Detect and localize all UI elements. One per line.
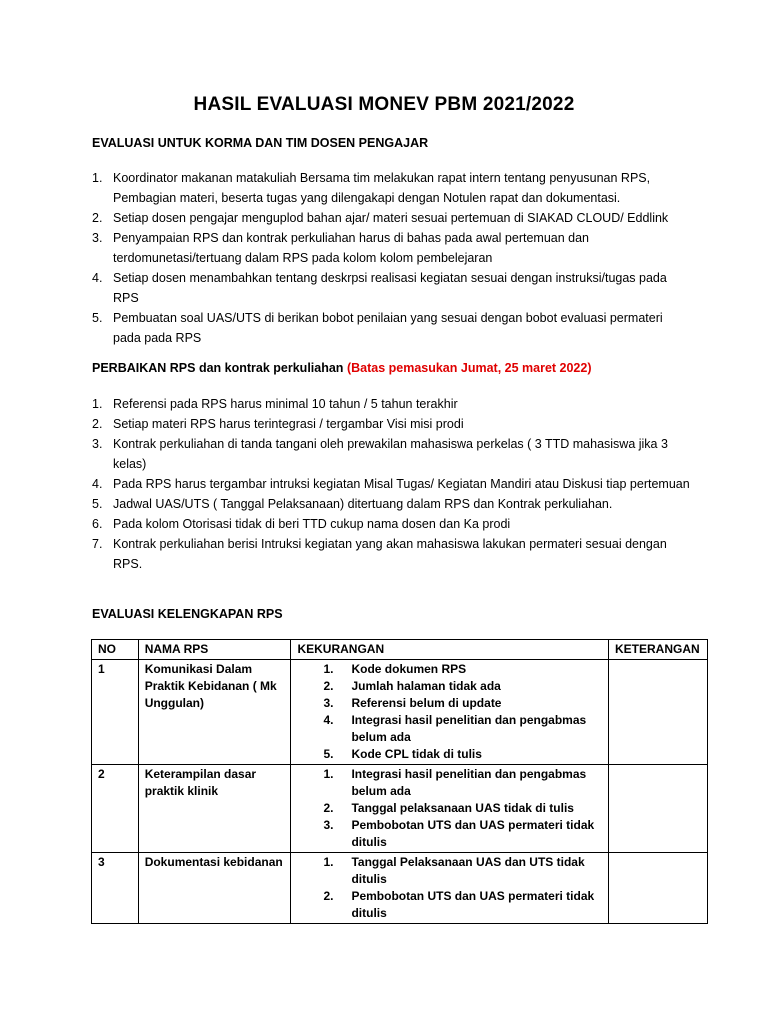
header-keterangan: KETERANGAN (609, 640, 708, 660)
table-row (92, 853, 708, 924)
kelengkapan-rps-table (91, 639, 708, 924)
kekurangan-item-text: Jumlah halaman tidak ada (351, 679, 501, 693)
cell-kekurangan (291, 853, 609, 924)
section-heading-perbaikan-rps (92, 361, 592, 375)
perbaikan-heading-text: PERBAIKAN RPS dan kontrak perkuliahan (92, 361, 344, 375)
kekurangan-item (297, 766, 602, 800)
perbaikan-rps-item (92, 434, 692, 474)
list-number: 5. (323, 747, 334, 761)
kekurangan-item-text: Pembobotan UTS dan UAS permateri tidak ditulis (351, 818, 595, 849)
header-kekurangan: KEKURANGAN (291, 640, 609, 660)
evaluasi-dosen-item-text: Penyampaian RPS dan kontrak perkuliahan harus di bahas pada awal pertemuan dan terdomunetasi/tertuang dalam RPS pada kolom kolom pembelejaran (113, 231, 590, 265)
kekurangan-item (297, 746, 602, 763)
list-number: 1. (323, 767, 334, 781)
header-no: NO (92, 640, 139, 660)
list-number: 2. (323, 801, 334, 815)
evaluasi-dosen-item-text: Koordinator makanan matakuliah Bersama tim melakukan rapat intern tentang penyusunan RPS, Pembagian materi, beserta tugas yang dilengakapi dengan Notulen rapat dan dokumentasi. (113, 171, 651, 205)
list-number: 2. (323, 889, 334, 903)
cell-keterangan (609, 765, 708, 853)
list-number: 4. (92, 477, 103, 491)
perbaikan-rps-item-text: Kontrak perkuliahan di tanda tangani oleh prewakilan mahasiswa perkelas ( 3 TTD mahasiswa jika 3 kelas) (113, 437, 668, 471)
list-number: 4. (323, 713, 334, 727)
cell-no: 2 (92, 765, 139, 853)
table-header-row (92, 640, 708, 660)
list-number: 3. (323, 696, 334, 710)
perbaikan-rps-list (92, 394, 692, 574)
cell-keterangan (609, 660, 708, 765)
kekurangan-item-text: Integrasi hasil penelitian dan pengabmas belum ada (351, 713, 587, 744)
kekurangan-item (297, 695, 602, 712)
perbaikan-rps-item (92, 394, 692, 414)
list-number: 5. (92, 497, 103, 511)
section-heading-kelengkapan-rps: EVALUASI KELENGKAPAN RPS (92, 607, 283, 621)
document-title: HASIL EVALUASI MONEV PBM 2021/2022 (193, 94, 575, 115)
list-number: 1. (323, 662, 334, 676)
kekurangan-item (297, 800, 602, 817)
list-number: 2. (92, 211, 103, 225)
header-nama-rps: NAMA RPS (138, 640, 291, 660)
section-heading-evaluasi-dosen: EVALUASI UNTUK KORMA DAN TIM DOSEN PENGAJAR (92, 136, 429, 150)
list-number: 7. (92, 537, 103, 551)
perbaikan-rps-item-text: Kontrak perkuliahan berisi Intruksi kegiatan yang akan mahasiswa lakukan permateri sesuai dengan RPS. (113, 537, 667, 571)
cell-kekurangan (291, 765, 609, 853)
perbaikan-rps-item (92, 414, 692, 434)
table-row (92, 660, 708, 765)
list-number: 4. (92, 271, 103, 285)
list-number: 1. (92, 397, 103, 411)
cell-no: 3 (92, 853, 139, 924)
cell-kekurangan (291, 660, 609, 765)
kekurangan-item-text: Integrasi hasil penelitian dan pengabmas belum ada (351, 767, 587, 798)
perbaikan-rps-item-text: Jadwal UAS/UTS ( Tanggal Pelaksanaan) ditertuang dalam RPS dan Kontrak perkuliahan. (113, 497, 613, 511)
evaluasi-dosen-item-text: Pembuatan soal UAS/UTS di berikan bobot penilaian yang sesuai dengan bobot evaluasi permateri pada pada RPS (113, 311, 663, 345)
perbaikan-rps-item (92, 474, 692, 494)
list-number: 1. (323, 855, 334, 869)
cell-nama-rps: Komunikasi Dalam Praktik Kebidanan ( Mk Unggulan) (138, 660, 291, 765)
evaluasi-dosen-list (92, 168, 692, 348)
perbaikan-rps-item (92, 494, 692, 514)
perbaikan-rps-item-text: Pada RPS harus tergambar intruksi kegiatan Misal Tugas/ Kegiatan Mandiri atau Diskusi tiap pertemuan (113, 477, 690, 491)
kekurangan-item-text: Pembobotan UTS dan UAS permateri tidak ditulis (351, 889, 595, 920)
list-number: 3. (323, 818, 334, 832)
list-number: 3. (92, 231, 103, 245)
kekurangan-list (297, 766, 602, 851)
kekurangan-item-text: Kode CPL tidak di tulis (351, 747, 482, 761)
list-number: 2. (92, 417, 103, 431)
evaluasi-dosen-item (92, 268, 692, 308)
list-number: 5. (92, 311, 103, 325)
kekurangan-list (297, 854, 602, 922)
cell-nama-rps: Keterampilan dasar praktik klinik (138, 765, 291, 853)
evaluasi-dosen-item (92, 168, 692, 208)
evaluasi-dosen-item (92, 308, 692, 348)
kekurangan-item (297, 817, 602, 851)
perbaikan-rps-item-text: Referensi pada RPS harus minimal 10 tahun / 5 tahun terakhir (113, 397, 458, 411)
evaluasi-dosen-item-text: Setiap dosen menambahkan tentang deskrpsi realisasi kegiatan sesuai dengan instruksi/tugas pada RPS (113, 271, 667, 305)
cell-nama-rps: Dokumentasi kebidanan (138, 853, 291, 924)
kekurangan-item (297, 678, 602, 695)
evaluasi-dosen-item-text: Setiap dosen pengajar menguplod bahan ajar/ materi sesuai pertemuan di SIAKAD CLOUD/ Eddlink (113, 211, 669, 225)
evaluasi-dosen-item (92, 208, 692, 228)
kekurangan-item-text: Tanggal Pelaksanaan UAS dan UTS tidak ditulis (351, 855, 585, 886)
kekurangan-item (297, 661, 602, 678)
perbaikan-rps-item (92, 514, 692, 534)
kekurangan-item (297, 888, 602, 922)
kekurangan-item-text: Tanggal pelaksanaan UAS tidak di tulis (351, 801, 574, 815)
table-row (92, 765, 708, 853)
cell-no: 1 (92, 660, 139, 765)
list-number: 1. (92, 171, 103, 185)
evaluasi-dosen-item (92, 228, 692, 268)
perbaikan-rps-item (92, 534, 692, 574)
kekurangan-item (297, 712, 602, 746)
list-number: 3. (92, 437, 103, 451)
kekurangan-item (297, 854, 602, 888)
perbaikan-rps-item-text: Pada kolom Otorisasi tidak di beri TTD cukup nama dosen dan Ka prodi (113, 517, 511, 531)
kekurangan-list (297, 661, 602, 763)
deadline-note: (Batas pemasukan Jumat, 25 maret 2022) (346, 361, 592, 375)
list-number: 2. (323, 679, 334, 693)
kekurangan-item-text: Kode dokumen RPS (351, 662, 467, 676)
perbaikan-rps-item-text: Setiap materi RPS harus terintegrasi / tergambar Visi misi prodi (113, 417, 464, 431)
cell-keterangan (609, 853, 708, 924)
list-number: 6. (92, 517, 103, 531)
kekurangan-item-text: Referensi belum di update (351, 696, 502, 710)
